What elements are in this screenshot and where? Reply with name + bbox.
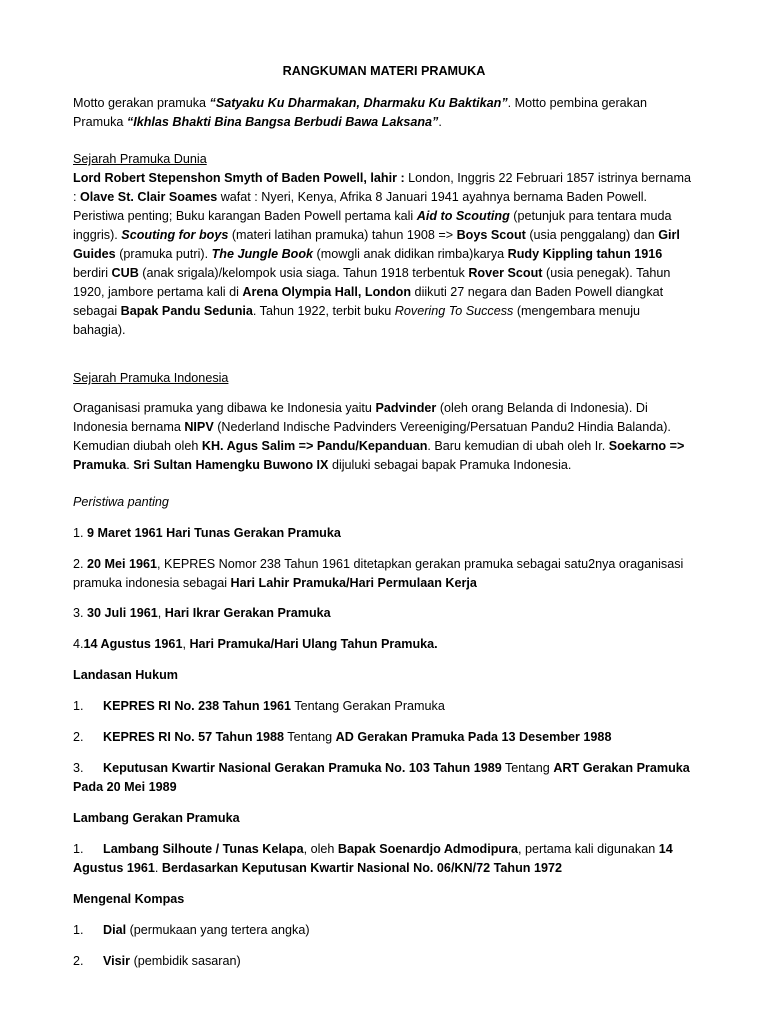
section-heading: Mengenal Kompas [73, 892, 185, 906]
kompas-item-1 [73, 921, 691, 940]
list-text: 30 Juli 1961 [87, 606, 158, 620]
list-text: Keputusan Kwartir Nasional Gerakan Pramuka No. 103 Tahun 1989 [103, 761, 502, 775]
text: Arena Olympia Hall, London [242, 285, 412, 299]
list-text: , oleh [303, 842, 338, 856]
list-text: Visir [103, 954, 131, 968]
text: . [126, 458, 134, 472]
list-text: KEPRES RI No. 238 Tahun 1961 [103, 699, 292, 713]
list-text: (pembidik sasaran) [130, 954, 241, 968]
list-text: Hari Ikrar Gerakan Pramuka [164, 606, 331, 620]
text: Scouting for boys [121, 228, 229, 242]
list-number: 2. [73, 730, 84, 744]
text: Soekarno => Pramuka [73, 439, 685, 472]
text: KH. Agus Salim => Pandu/Kepanduan [201, 439, 428, 453]
list-text: , pertama kali digunakan [518, 842, 659, 856]
list-text: , [157, 606, 165, 620]
motto-text: Motto gerakan pramuka [73, 96, 210, 110]
section-heading: Peristiwa panting [73, 495, 169, 509]
peristiwa-heading-block [73, 493, 691, 512]
list-text: , [182, 637, 190, 651]
motto-text: . Motto pembina gerakan Pramuka [73, 96, 647, 129]
landasan-item-3 [73, 759, 691, 797]
text: Lord Robert Stepenshon Smyth of Baden Powell, lahir : [73, 171, 409, 185]
text: (pramuka putri). [115, 247, 212, 261]
text: Girl Guides [73, 228, 680, 261]
peristiwa-item-4 [73, 635, 691, 654]
motto-paragraph [73, 94, 691, 132]
list-text: Hari Lahir Pramuka/Hari Permulaan Kerja [230, 576, 477, 590]
text: Rover Scout [468, 266, 543, 280]
motto-text: . [438, 115, 442, 129]
list-text: (permukaan yang tertera angka) [126, 923, 310, 937]
document-title: RANGKUMAN MATERI PRAMUKA [282, 64, 486, 78]
list-text: 20 Mei 1961 [87, 557, 158, 571]
text: CUB [111, 266, 139, 280]
text: London, Inggris 22 Februari 1857 istrinya bernama : [73, 171, 692, 204]
text: . Baru kemudian di ubah oleh Ir. [427, 439, 609, 453]
text: Aid to Scouting [416, 209, 510, 223]
text: (usia penegak). Tahun 1920, jambore pertama kali di [73, 266, 671, 299]
lambang-heading-block [73, 809, 691, 828]
text: Padvinder [375, 401, 437, 415]
text: Olave St. Clair Soames [80, 190, 218, 204]
list-number: 2. [73, 557, 88, 571]
peristiwa-item-2 [73, 555, 691, 593]
text: (anak srigala)/kelompok usia siaga. Tahun 1918 terbentuk [138, 266, 469, 280]
list-text: . [154, 861, 162, 875]
list-text: KEPRES RI No. 57 Tahun 1988 [103, 730, 285, 744]
list-text: 9 Maret 1961 Hari Tunas Gerakan Pramuka [87, 526, 341, 540]
text: Boys Scout [456, 228, 526, 242]
list-text: 14 Agustus 1961 [73, 842, 673, 875]
list-number: 3. [73, 761, 84, 775]
text: Bapak Pandu Sedunia [120, 304, 253, 318]
indonesia-paragraph [73, 399, 691, 475]
list-text: , KEPRES Nomor 238 Tahun 1961 ditetapkan gerakan pramuka sebagai satu2nya oraganisasi pramuka indonesia sebagai [73, 557, 684, 590]
text: Oraganisasi pramuka yang dibawa ke Indonesia yaitu [73, 401, 376, 415]
list-number: 2. [73, 954, 84, 968]
text: NIPV [184, 420, 214, 434]
landasan-item-2 [73, 728, 691, 747]
list-number: 3. [73, 606, 88, 620]
peristiwa-item-1 [73, 524, 691, 543]
landasan-heading-block [73, 666, 691, 685]
text: The Jungle Book [211, 247, 314, 261]
text: berdiri [73, 266, 112, 280]
text: Peristiwa penting; Buku karangan Baden Powell pertama kali [73, 209, 417, 223]
text: (oleh orang Belanda di Indonesia). Di Indonesia bernama [73, 401, 648, 434]
list-text: Bapak Soenardjo Admodipura [337, 842, 518, 856]
text: (Nederland Indische Padvinders Vereeniging/Persatuan Pandu2 Hindia Balanda). Kemudian diubah oleh [73, 420, 671, 453]
text: (mowgli anak didikan rimba)karya [313, 247, 508, 261]
list-number: 1. [73, 923, 84, 937]
text: dijuluki sebagai bapak Pramuka Indonesia. [328, 458, 572, 472]
section-heading: Sejarah Pramuka Dunia [73, 152, 207, 166]
list-text: AD Gerakan Pramuka Pada 13 Desember 1988 [335, 730, 612, 744]
dunia-paragraph-1 [73, 169, 691, 207]
text: (petunjuk para tentara muda inggris). [73, 209, 672, 242]
text: Rovering To Success [394, 304, 514, 318]
text: . Tahun 1922, terbit buku [252, 304, 395, 318]
kompas-heading-block [73, 890, 691, 909]
list-number: 4. [73, 637, 84, 651]
kompas-item-2 [73, 952, 691, 971]
list-text: ART Gerakan Pramuka Pada 20 Mei 1989 [73, 761, 690, 794]
section-heading: Landasan Hukum [73, 668, 178, 682]
section-sejarah-indonesia-heading [73, 369, 691, 388]
text: (mengembara menuju bahagia). [73, 304, 641, 337]
list-text: Tentang [501, 761, 554, 775]
list-number: 1. [73, 699, 84, 713]
motto-pramuka: “Satyaku Ku Dharmakan, Dharmaku Ku Baktikan” [209, 96, 508, 110]
section-sejarah-dunia [73, 150, 691, 340]
peristiwa-item-3 [73, 604, 691, 623]
section-heading: Lambang Gerakan Pramuka [73, 811, 240, 825]
motto-pembina: “Ikhlas Bhakti Bina Bangsa Berbudi Bawa Laksana” [126, 115, 439, 129]
list-text: Lambang Silhoute / Tunas Kelapa [103, 842, 304, 856]
list-text: 14 Agustus 1961 [83, 637, 183, 651]
list-text: Hari Pramuka/Hari Ulang Tahun Pramuka. [189, 637, 438, 651]
section-heading: Sejarah Pramuka Indonesia [73, 371, 229, 385]
text: Sri Sultan Hamengku Buwono IX [133, 458, 329, 472]
list-number: 1. [73, 526, 88, 540]
list-number: 1. [73, 842, 84, 856]
text: wafat : Nyeri, Kenya, Afrika 8 Januari 1941 ayahnya bernama Baden Powell. [217, 190, 648, 204]
text: diikuti 27 negara dan Baden Powell diangkat sebagai [73, 285, 664, 318]
dunia-paragraph-2 [73, 207, 691, 340]
lambang-item-1 [73, 840, 691, 878]
list-text: Berdasarkan Keputusan Kwartir Nasional No. 06/KN/72 Tahun 1972 [161, 861, 562, 875]
list-text: Tentang [284, 730, 336, 744]
list-text: Tentang Gerakan Pramuka [291, 699, 445, 713]
text: Rudy Kippling tahun 1916 [507, 247, 663, 261]
landasan-item-1 [73, 697, 691, 716]
list-text: Dial [103, 923, 127, 937]
text: (usia penggalang) dan [525, 228, 659, 242]
text: (materi latihan pramuka) tahun 1908 => [228, 228, 457, 242]
